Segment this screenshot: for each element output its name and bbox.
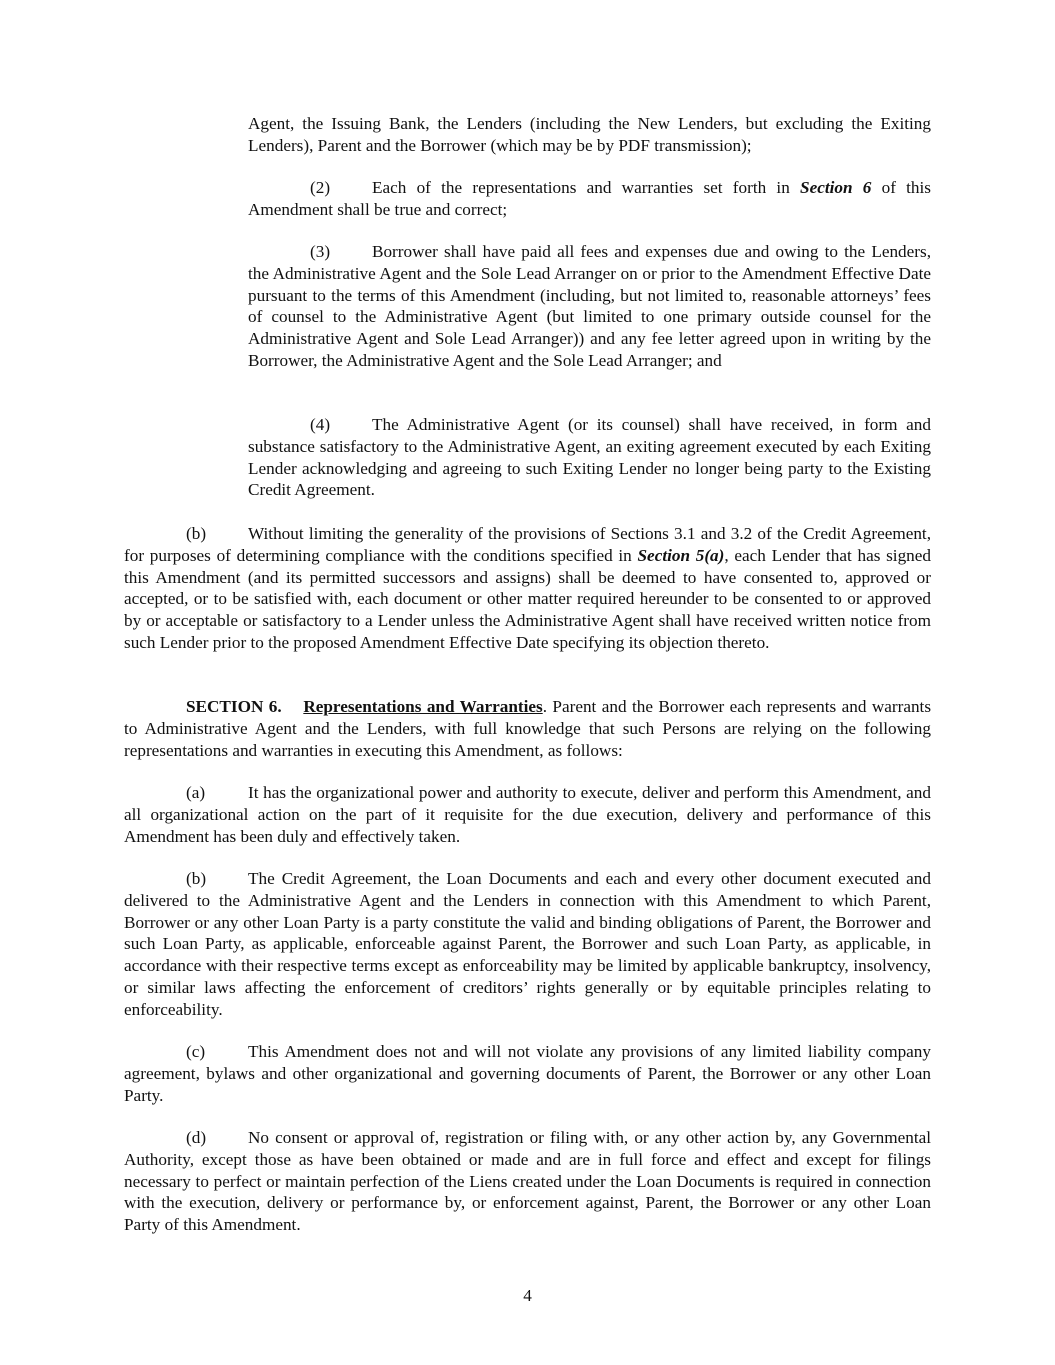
condition-item-3 <box>248 241 931 372</box>
item-text: of this Amendment shall be true and correct; <box>248 178 931 219</box>
item-text: Each of the representations and warranties set forth in <box>372 178 801 197</box>
section-6-heading-paragraph <box>124 696 931 761</box>
section-text: . Parent and the Borrower each represents and warrants to Administrative Agent and the Lenders, with full knowledge that such Persons are relying on the following representations and warranties in executing this Amendment, as follows: <box>124 697 932 760</box>
item-number: (b) <box>186 869 207 888</box>
item-text: It has the organizational power and authority to execute, deliver and perform this Amendment, and all organizational action on the part of it requisite for the due execution, delivery and performance of this Amendment has been duly and effectively taken. <box>124 783 931 846</box>
condition-item-2 <box>248 177 931 221</box>
item-text: Borrower shall have paid all fees and expenses due and owing to the Lenders, the Administrative Agent and the Sole Lead Arranger on or prior to the Amendment Effective Date pursuant to the terms of this Amendment (including, but not limited to, reasonable attorneys’ fees of counsel to the Administrative Agent (but limited to one primary outside counsel for the Administrative Agent and Sole Lead Arranger)) and any fee letter agreed upon in writing by the Borrower, the Administrative Agent and the Sole Lead Arranger; and <box>248 242 931 370</box>
item-text: This Amendment does not and will not violate any provisions of any limited liability company agreement, bylaws and other organizational and governing documents of Parent, the Borrower or any other Loan Party. <box>124 1042 931 1105</box>
section-6a-paragraph <box>124 782 931 847</box>
condition-item-4 <box>248 414 931 501</box>
item-text: The Administrative Agent (or its counsel) shall have received, in form and substance satisfactory to the Administrative Agent, an exiting agreement executed by each Exiting Lender acknowledging and agreeing to such Exiting Lender no longer being party to the Existing Credit Agreement. <box>248 415 931 500</box>
section-6b-paragraph <box>124 868 931 1021</box>
section-reference: Section 5(a) <box>637 545 725 565</box>
section-6d-paragraph <box>124 1127 931 1236</box>
section-label: SECTION 6. <box>186 697 282 716</box>
item-number: (a) <box>186 783 206 802</box>
section-reference: Section 6 <box>800 178 872 197</box>
item-number: (c) <box>186 1042 206 1061</box>
intro-paragraph <box>248 113 931 157</box>
item-text: The Credit Agreement, the Loan Documents and each and every other document executed and delivered to the Administrative Agent and the Lenders in connection with this Amendment to which Parent, Borrower or any other Loan Party is a party constitute the valid and binding obligations of Parent, the Borrower and such Loan Party, as applicable, enforceable against Parent, the Borrower and such Loan Party, as applicable, in accordance with their respective terms except as enforceability may be limited by applicable bankruptcy, insolvency, or similar laws affecting the enforcement of creditors’ rights generally or by equitable principles relating to enforceability. <box>124 869 931 1019</box>
section-5b-paragraph <box>124 523 931 654</box>
page-number: 4 <box>523 1286 532 1305</box>
item-number: (d) <box>186 1128 207 1147</box>
item-number: (2) <box>310 178 331 197</box>
item-number: (3) <box>310 242 331 261</box>
item-text: No consent or approval of, registration or filing with, or any other action by, any Governmental Authority, except those as have been obtained or made and are in full force and effect and except for filings necessary to perfect or maintain perfection of the Liens created under the Loan Documents is required in connection with the execution, delivery or performance by, or enforcement against, Parent, the Borrower or any other Loan Party of this Amendment. <box>124 1128 931 1235</box>
section-6c-paragraph <box>124 1041 931 1106</box>
section-title: Representations and Warranties <box>303 697 543 716</box>
item-text: , each Lender that has signed this Amendment (and its permitted successors and assigns) shall be deemed to have consented to, approved or accepted, or to be satisfied with, each document or other matter required hereunder to be consented to or approved by or acceptable or satisfactory to a Lender unless the Administrative Agent shall have received written notice from such Lender prior to the proposed Amendment Effective Date specifying its objection thereto. <box>124 545 931 652</box>
item-number: (4) <box>310 415 331 434</box>
item-number: (b) <box>186 524 207 543</box>
intro-text: Agent, the Issuing Bank, the Lenders (including the New Lenders, but excluding the Exiting Lenders), Parent and the Borrower (which may be by PDF transmission); <box>248 114 931 155</box>
item-text: Without limiting the generality of the provisions of Sections 3.1 and 3.2 of the Credit Agreement, for purposes of determining compliance with the conditions specified in <box>124 524 931 565</box>
